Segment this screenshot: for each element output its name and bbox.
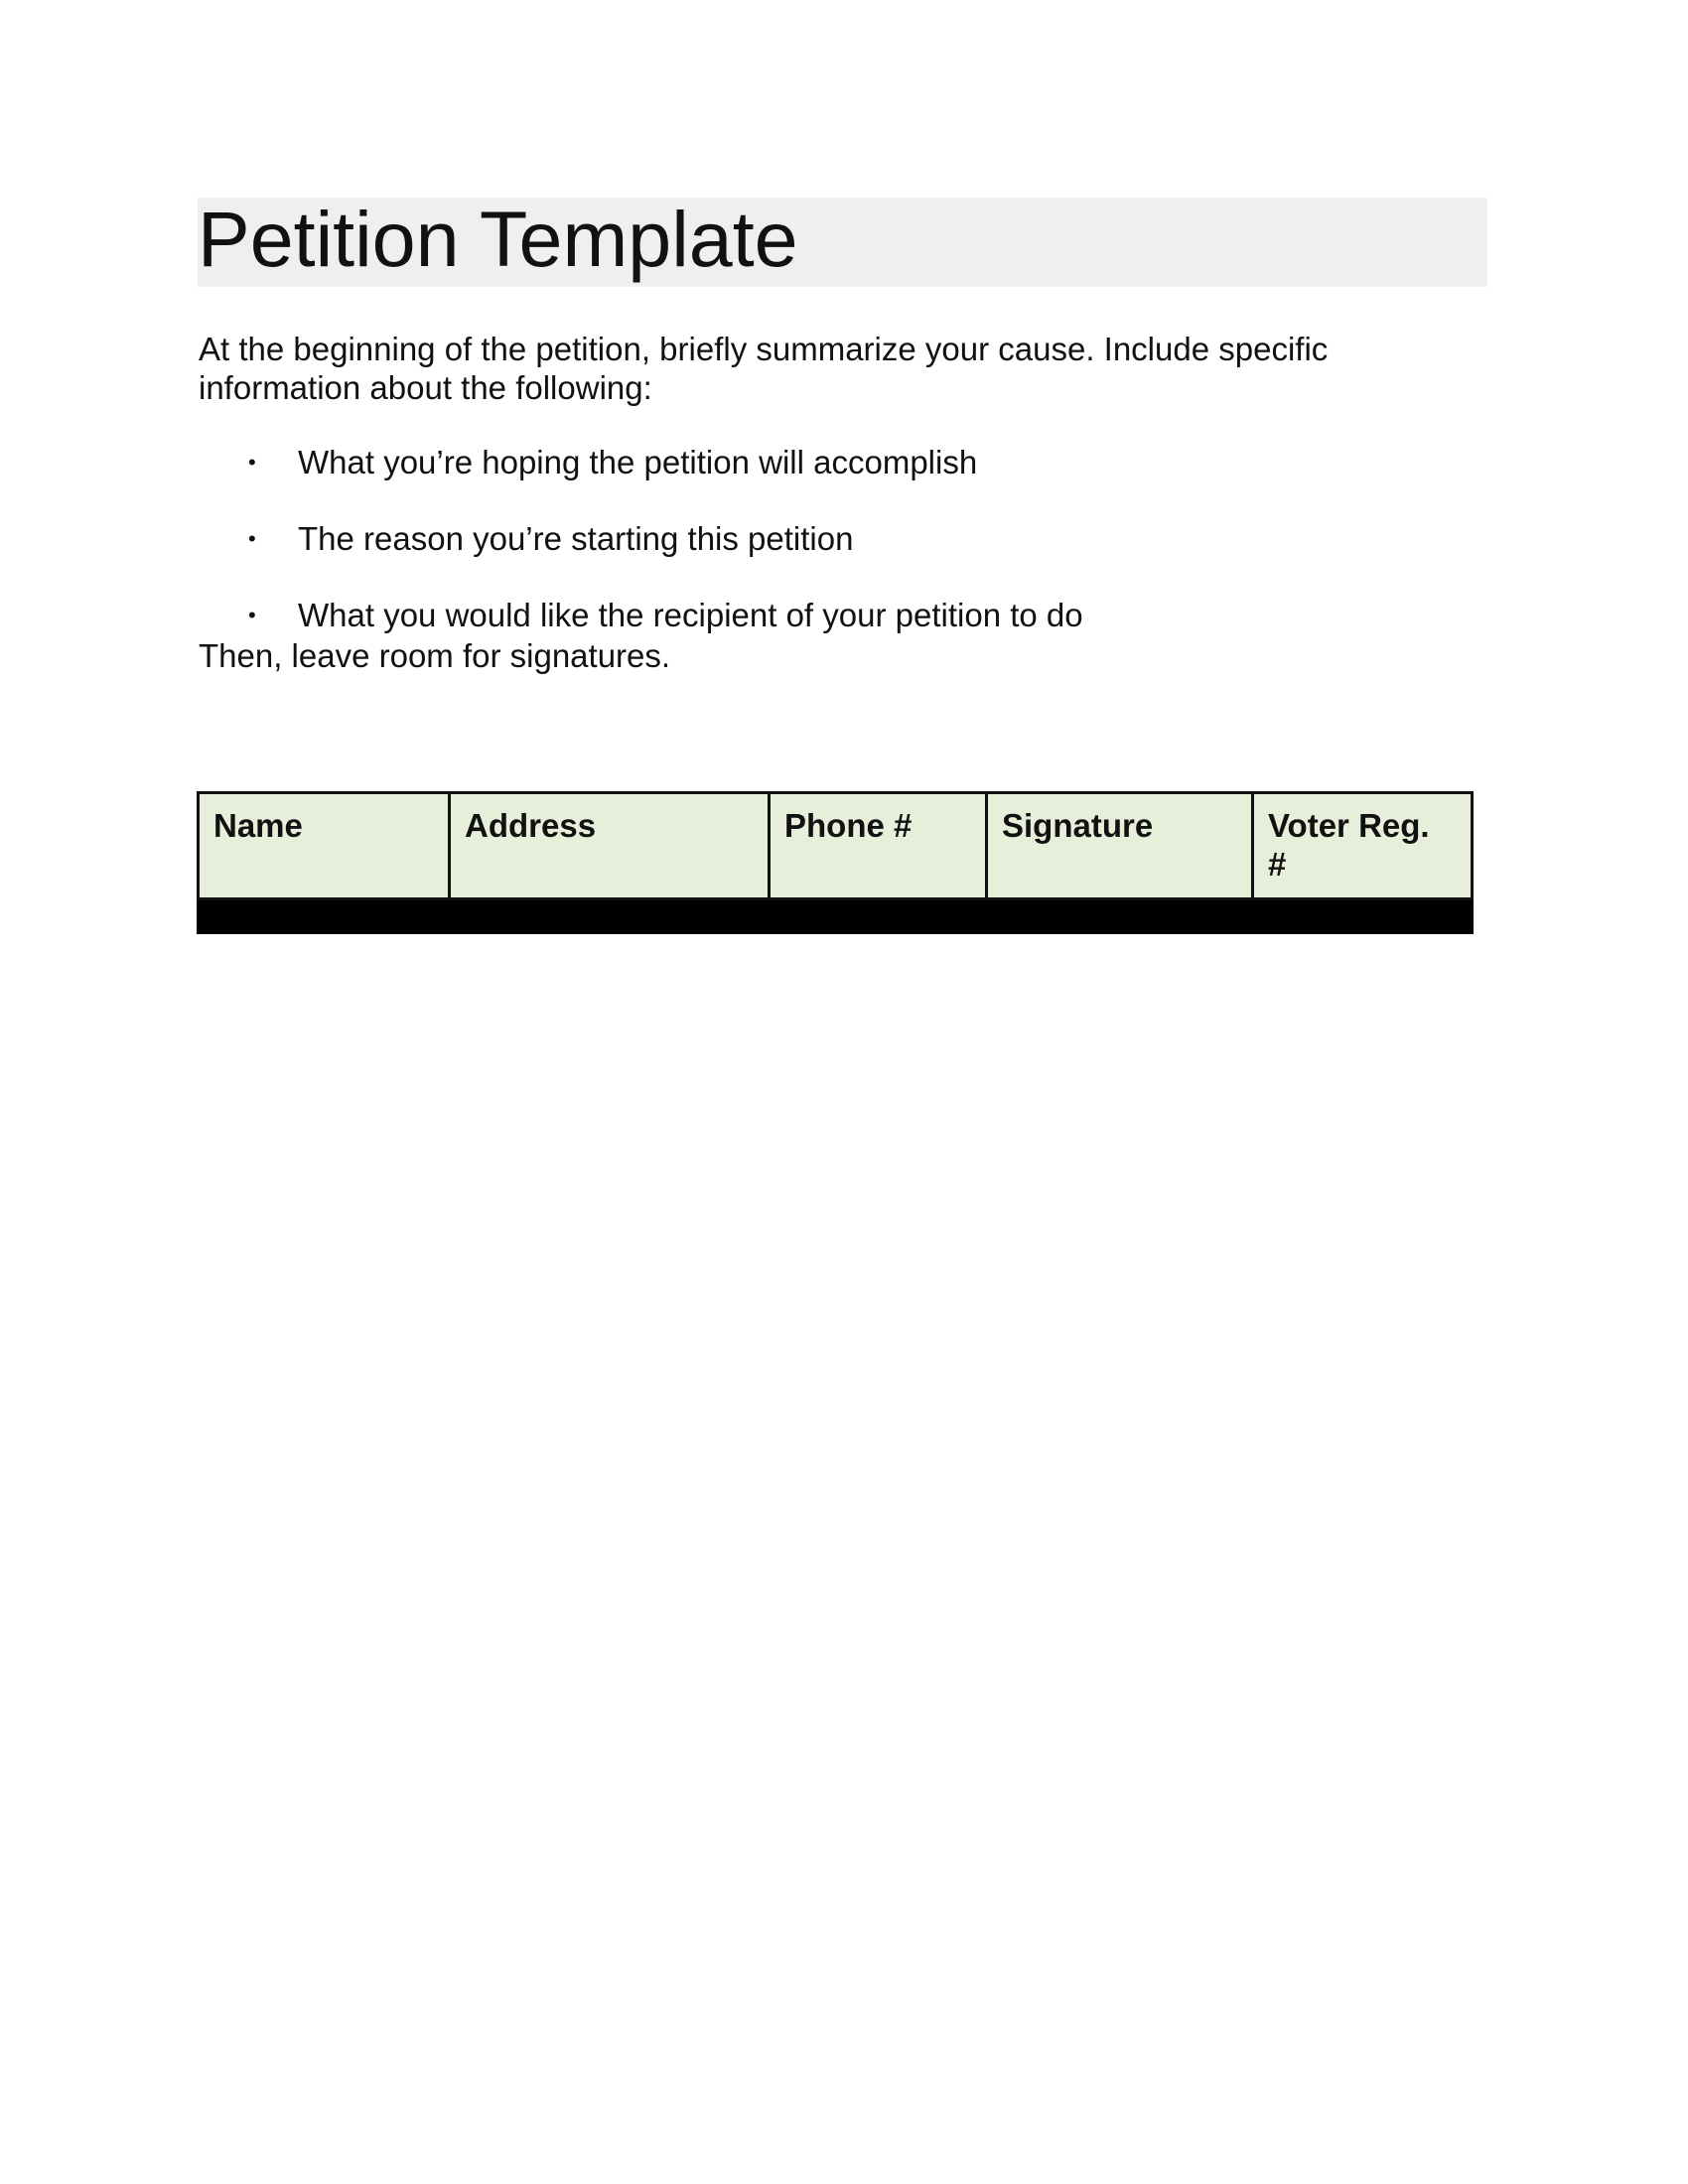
list-item-text: What you’re hoping the petition will accomplish: [298, 444, 978, 480]
column-header-phone: Phone #: [770, 793, 987, 899]
closing-line: Then, leave room for signatures.: [199, 637, 671, 674]
table-header-row: [199, 793, 1473, 899]
list-item-text: The reason you’re starting this petition: [298, 520, 854, 557]
table-row: [199, 899, 1473, 933]
column-header-name: Name: [199, 793, 450, 899]
table-cell: [770, 899, 987, 933]
column-header-signature: Signature: [987, 793, 1253, 899]
signature-table: [197, 791, 1474, 934]
list-item: [199, 596, 1083, 634]
bullet-icon: •: [248, 526, 256, 551]
bullet-icon: •: [248, 450, 256, 475]
list-item-text: What you would like the recipient of your petition to do: [298, 597, 1083, 633]
list-item: [199, 443, 1083, 481]
page-title: Petition Template: [198, 195, 798, 283]
list-item: [199, 519, 1083, 558]
table-cell: [987, 899, 1253, 933]
bullet-list: [199, 443, 1083, 634]
table-cell: [450, 899, 770, 933]
table-cell: [199, 899, 450, 933]
intro-paragraph: At the beginning of the petition, briefly summarize your cause. Include specific information about the following:: [199, 331, 1329, 406]
column-header-address: Address: [450, 793, 770, 899]
bullet-icon: •: [248, 603, 256, 627]
column-header-voter-reg: Voter Reg. #: [1253, 793, 1473, 899]
table-cell: [1253, 899, 1473, 933]
